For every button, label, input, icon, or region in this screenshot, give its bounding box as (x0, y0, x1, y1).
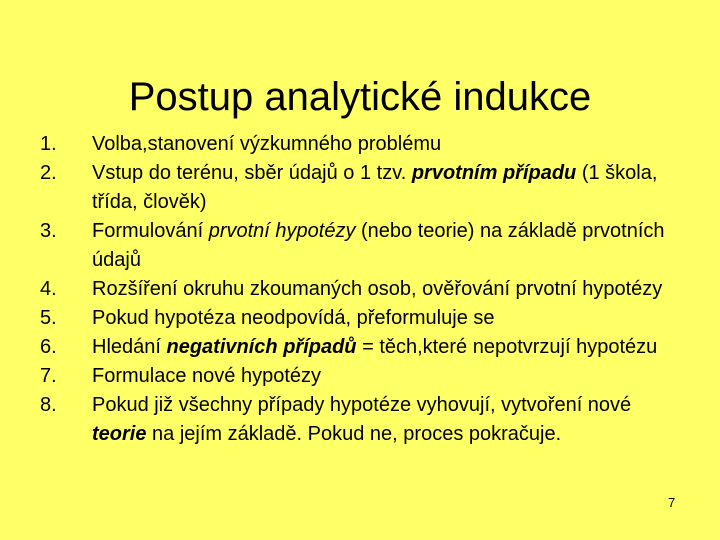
text-segment: Formulování (92, 220, 209, 242)
list-item-number: 4. (40, 278, 57, 300)
text-segment: (1 škola, třída, člověk) (92, 162, 658, 213)
list-item-text: Rozšíření okruhu zkoumaných osob, ověřování prvotní hypotézy (92, 278, 663, 300)
list-item (40, 391, 680, 449)
list-item-text (92, 391, 680, 449)
step-list (40, 130, 680, 449)
emphasized-term: prvotním případu (411, 162, 577, 184)
list-item (40, 333, 680, 362)
text-segment: = těch,které nepotvrzují hypotézu (356, 336, 658, 358)
list-item-text: Formulace nové hypotézy (92, 365, 322, 387)
text-segment: Pokud již všechny případy hypotéze vyhovují, vytvoření nové (92, 394, 632, 416)
slide-title: Postup analytické indukce (128, 74, 592, 119)
list-item-number: 3. (40, 220, 57, 242)
emphasized-term: teorie (92, 423, 147, 445)
list-item (40, 159, 680, 217)
page-number: 7 (668, 495, 676, 510)
list-item (40, 275, 680, 304)
text-segment: Hledání (92, 336, 167, 358)
text-segment: Vstup do terénu, sběr údajů o 1 tzv. (92, 162, 412, 184)
text-segment: (nebo teorie) na základě prvotních údajů (92, 220, 665, 271)
list-item-number: 1. (40, 133, 57, 155)
list-item (40, 362, 680, 391)
list-item (40, 217, 680, 275)
list-item-text: Volba,stanovení výzkumného problému (92, 133, 442, 155)
emphasized-term: prvotní hypotézy (208, 220, 356, 242)
text-segment: na jejím základě. Pokud ne, proces pokračuje. (146, 423, 562, 445)
emphasized-term: negativních případů (166, 336, 357, 358)
list-item-number: 6. (40, 336, 57, 358)
list-item-text (92, 217, 680, 275)
list-item-text: Pokud hypotéza neodpovídá, přeformuluje se (92, 307, 495, 329)
list-item-number: 2. (40, 162, 57, 184)
list-item (40, 130, 680, 159)
list-item-text (92, 159, 680, 217)
list-item (40, 304, 680, 333)
list-item-text (92, 333, 680, 362)
list-item-number: 7. (40, 365, 57, 387)
list-item-number: 5. (40, 307, 57, 329)
list-item-number: 8. (40, 394, 57, 416)
